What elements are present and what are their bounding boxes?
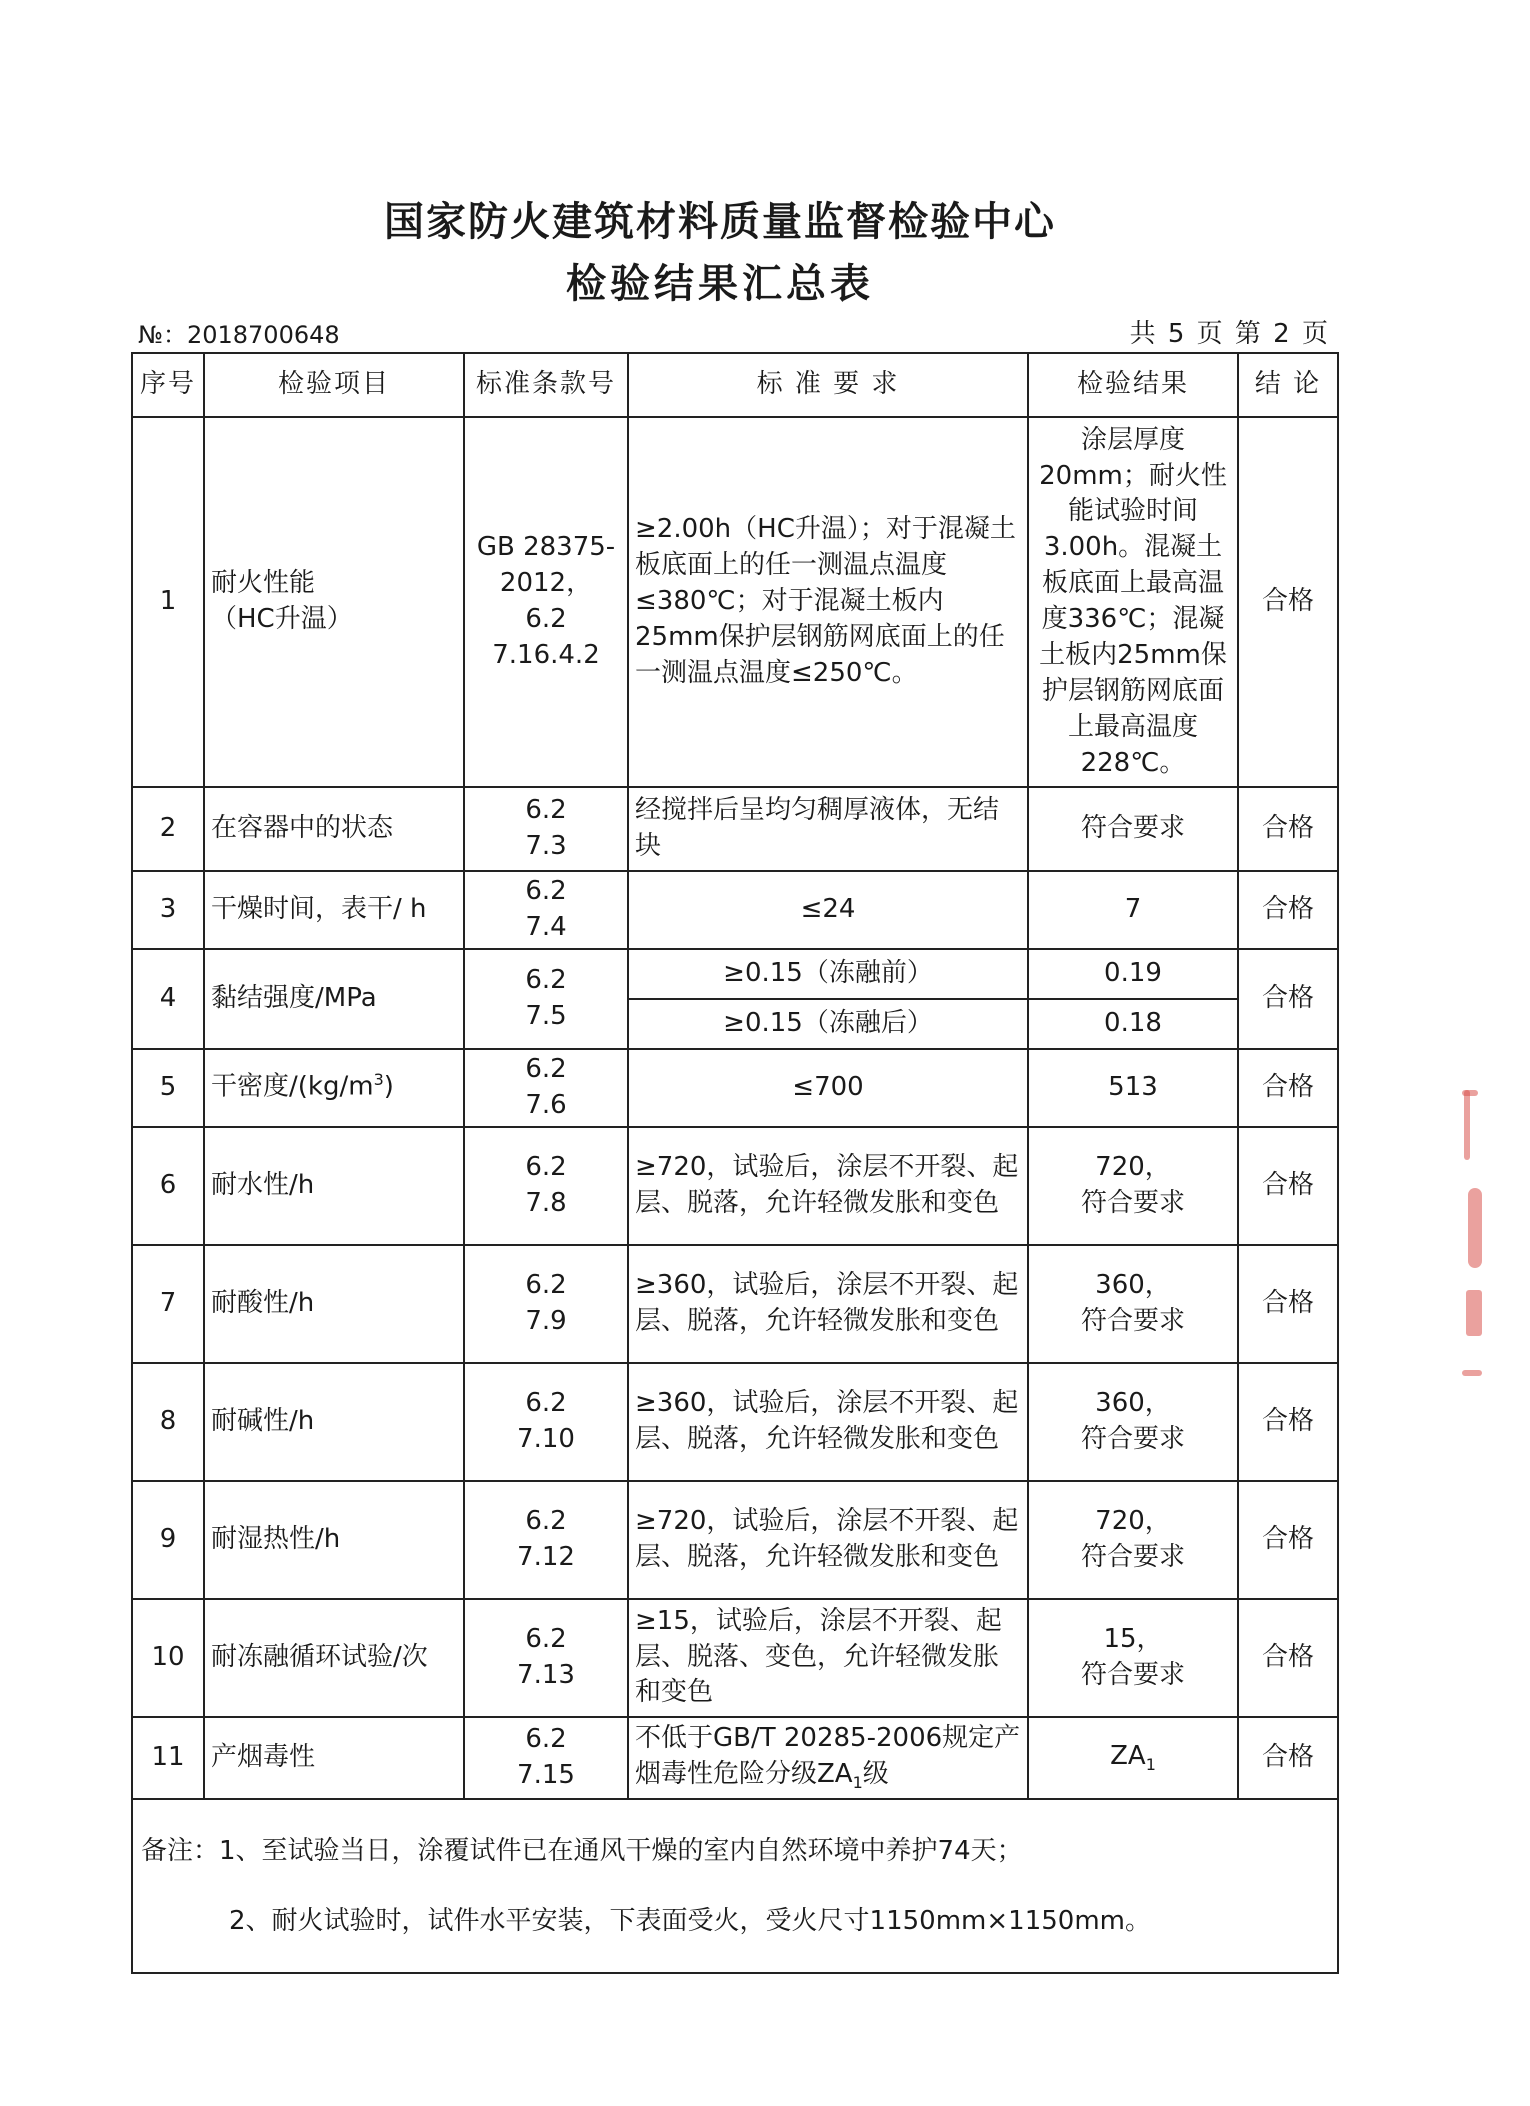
clause-line: 6.2 xyxy=(525,604,567,634)
test-result xyxy=(1028,1127,1238,1245)
standard-clause xyxy=(464,1717,628,1799)
requirement-text: 不低于GB/T 20285-2006规定产烟毒性危险分级ZA xyxy=(635,1722,1021,1789)
test-item: 产烟毒性 xyxy=(204,1717,464,1799)
standard-requirement xyxy=(628,1717,1028,1799)
row-number: 7 xyxy=(132,1245,204,1363)
clause-line: 6.2 xyxy=(525,1623,567,1654)
row-number: 3 xyxy=(132,871,204,949)
document-number: №：2018700648 xyxy=(138,321,340,349)
row-number: 11 xyxy=(132,1717,204,1799)
test-result xyxy=(1028,1599,1238,1717)
clause-line: 6.2 xyxy=(525,1053,567,1084)
clause-line: 7.6 xyxy=(525,1089,567,1120)
clause-line: 6.2 xyxy=(525,795,567,826)
test-item: 耐碱性/h xyxy=(204,1363,464,1481)
test-result xyxy=(1028,1717,1238,1799)
row-number: 8 xyxy=(132,1363,204,1481)
standard-clause xyxy=(464,417,628,787)
conclusion: 合格 xyxy=(1238,417,1338,787)
result-line: 720， xyxy=(1095,1151,1171,1182)
table-row xyxy=(132,1717,1338,1799)
clause-line: 7.13 xyxy=(517,1659,575,1690)
standard-clause xyxy=(464,949,628,1049)
column-header-result: 检验结果 xyxy=(1028,353,1238,417)
standard-requirement: ≤24 xyxy=(628,871,1028,949)
result-line: 符合要求 xyxy=(1080,1305,1185,1336)
result-line: 360， xyxy=(1095,1269,1171,1300)
column-header-no: 序号 xyxy=(132,353,204,417)
test-item: 耐冻融循环试验/次 xyxy=(204,1599,464,1717)
test-item xyxy=(204,1049,464,1127)
subscript: 1 xyxy=(852,1772,863,1792)
test-result: 513 xyxy=(1028,1049,1238,1127)
standard-requirement: ≥720，试验后，涂层不开裂、起层、脱落，允许轻微发胀和变色 xyxy=(628,1481,1028,1599)
standard-requirement: ≤700 xyxy=(628,1049,1028,1127)
table-row xyxy=(132,1481,1338,1599)
table-row xyxy=(132,787,1338,871)
clause-line: 6.2 xyxy=(525,964,567,995)
standard-clause xyxy=(464,1599,628,1717)
standard-clause xyxy=(464,1481,628,1599)
test-result xyxy=(1028,1245,1238,1363)
result-line: 符合要求 xyxy=(1080,1541,1185,1572)
conclusion: 合格 xyxy=(1238,1363,1338,1481)
conclusion: 合格 xyxy=(1238,949,1338,1049)
test-result: 7 xyxy=(1028,871,1238,949)
column-header-item: 检验项目 xyxy=(204,353,464,417)
row-number: 5 xyxy=(132,1049,204,1127)
superscript: 3 xyxy=(373,1070,384,1090)
test-result: 0.18 xyxy=(1028,999,1238,1049)
clause-line: 7.10 xyxy=(517,1423,575,1454)
clause-line: 7.16.4.2 xyxy=(492,639,600,670)
conclusion: 合格 xyxy=(1238,1049,1338,1127)
conclusion: 合格 xyxy=(1238,1599,1338,1717)
table-row xyxy=(132,1049,1338,1127)
test-item-text: 干密度/(kg/m xyxy=(211,1072,374,1103)
clause-line: 7.9 xyxy=(525,1305,567,1336)
test-result: 涂层厚度20mm；耐火性能试验时间3.00h。混凝土板底面上最高温度336℃；混凝土板内25mm保护层钢筋网底面上最高温度228℃。 xyxy=(1028,417,1238,787)
clause-line: 7.3 xyxy=(525,831,567,861)
page-title: 国家防火建筑材料质量监督检验中心 xyxy=(384,199,1056,245)
table-row xyxy=(132,1599,1338,1717)
test-item: 干燥时间，表干/ h xyxy=(204,871,464,949)
clause-line: 7.12 xyxy=(517,1541,575,1572)
test-result: 符合要求 xyxy=(1028,787,1238,871)
column-header-clause: 标准条款号 xyxy=(464,353,628,417)
table-row xyxy=(132,1363,1338,1481)
test-result xyxy=(1028,1481,1238,1599)
standard-requirement: ≥2.00h（HC升温）；对于混凝土板底面上的任一测温点温度≤380℃；对于混凝土板内25mm保护层钢筋网底面上的任一测温点温度≤250℃。 xyxy=(628,417,1028,787)
result-text: ZA xyxy=(1110,1740,1146,1771)
standard-requirement: ≥15，试验后，涂层不开裂、起层、脱落、变色，允许轻微发胀和变色 xyxy=(628,1599,1028,1717)
row-number: 6 xyxy=(132,1127,204,1245)
clause-line: 7.8 xyxy=(525,1187,567,1218)
table-row xyxy=(132,417,1338,787)
result-line: 360， xyxy=(1095,1387,1171,1418)
subscript: 1 xyxy=(1145,1755,1156,1775)
standard-clause xyxy=(464,787,628,871)
test-item: 耐水性/h xyxy=(204,1127,464,1245)
standard-requirement: ≥0.15（冻融前） xyxy=(628,949,1028,999)
remark-line: 2、耐火试验时，试件水平安装，下表面受火，受火尺寸1150mm×1150mm。 xyxy=(229,1905,1151,1936)
standard-clause xyxy=(464,1363,628,1481)
row-number: 2 xyxy=(132,787,204,871)
result-line: 符合要求 xyxy=(1080,1423,1185,1454)
result-line: 15， xyxy=(1103,1623,1163,1654)
result-line: 符合要求 xyxy=(1080,1659,1185,1690)
test-item-line: （HC升温） xyxy=(211,604,353,634)
conclusion: 合格 xyxy=(1238,1481,1338,1599)
standard-clause xyxy=(464,1127,628,1245)
conclusion: 合格 xyxy=(1238,787,1338,871)
column-header-conclusion: 结 论 xyxy=(1238,353,1338,417)
clause-line: 7.4 xyxy=(525,911,567,942)
test-item xyxy=(204,417,464,787)
test-result xyxy=(1028,1363,1238,1481)
standard-requirement: ≥360，试验后，涂层不开裂、起层、脱落，允许轻微发胀和变色 xyxy=(628,1363,1028,1481)
clause-line: 6.2 xyxy=(525,876,567,906)
standard-requirement: ≥360，试验后，涂层不开裂、起层、脱落，允许轻微发胀和变色 xyxy=(628,1245,1028,1363)
remarks xyxy=(132,1799,1338,1973)
remark-line: 备注：1、至试验当日，涂覆试件已在通风干燥的室内自然环境中养护74天； xyxy=(141,1835,1023,1866)
standard-requirement: ≥720，试验后，涂层不开裂、起层、脱落，允许轻微发胀和变色 xyxy=(628,1127,1028,1245)
table-row xyxy=(132,949,1338,999)
row-number: 4 xyxy=(132,949,204,1049)
conclusion: 合格 xyxy=(1238,1245,1338,1363)
test-item: 耐酸性/h xyxy=(204,1245,464,1363)
test-item: 在容器中的状态 xyxy=(204,787,464,871)
clause-line: 7.5 xyxy=(525,1000,567,1031)
test-item: 耐湿热性/h xyxy=(204,1481,464,1599)
standard-clause xyxy=(464,1245,628,1363)
clause-line: 6.2 xyxy=(525,1151,567,1182)
conclusion: 合格 xyxy=(1238,1717,1338,1799)
results-table xyxy=(131,352,1339,1974)
clause-line: GB 28375- xyxy=(476,532,616,563)
clause-line: 6.2 xyxy=(525,1505,567,1536)
table-row xyxy=(132,1127,1338,1245)
table-row xyxy=(132,871,1338,949)
standard-clause xyxy=(464,1049,628,1127)
conclusion: 合格 xyxy=(1238,871,1338,949)
table-header-row xyxy=(132,353,1338,417)
clause-line: 6.2 xyxy=(525,1723,567,1754)
test-item: 黏结强度/MPa xyxy=(204,949,464,1049)
standard-requirement: ≥0.15（冻融后） xyxy=(628,999,1028,1049)
clause-line: 2012， xyxy=(499,568,593,599)
standard-clause xyxy=(464,871,628,949)
clause-line: 6.2 xyxy=(525,1387,567,1418)
page-subtitle: 检验结果汇总表 xyxy=(566,261,874,307)
row-number: 1 xyxy=(132,417,204,787)
requirement-text: 级 xyxy=(862,1758,889,1789)
page-count: 共 5 页 第 2 页 xyxy=(1129,319,1330,349)
clause-line: 7.15 xyxy=(517,1759,575,1790)
result-line: 720， xyxy=(1095,1505,1171,1536)
remarks-row xyxy=(132,1799,1338,1973)
seal-stamp xyxy=(1462,1090,1486,1380)
column-header-requirement: 标 准 要 求 xyxy=(628,353,1028,417)
table-row xyxy=(132,1245,1338,1363)
test-result: 0.19 xyxy=(1028,949,1238,999)
result-line: 符合要求 xyxy=(1080,1187,1185,1218)
standard-requirement: 经搅拌后呈均匀稠厚液体，无结块 xyxy=(628,787,1028,871)
test-item-line: 耐火性能 xyxy=(211,568,316,599)
clause-line: 6.2 xyxy=(525,1269,567,1300)
test-item-text: ) xyxy=(383,1072,394,1103)
conclusion: 合格 xyxy=(1238,1127,1338,1245)
row-number: 9 xyxy=(132,1481,204,1599)
row-number: 10 xyxy=(132,1599,204,1717)
